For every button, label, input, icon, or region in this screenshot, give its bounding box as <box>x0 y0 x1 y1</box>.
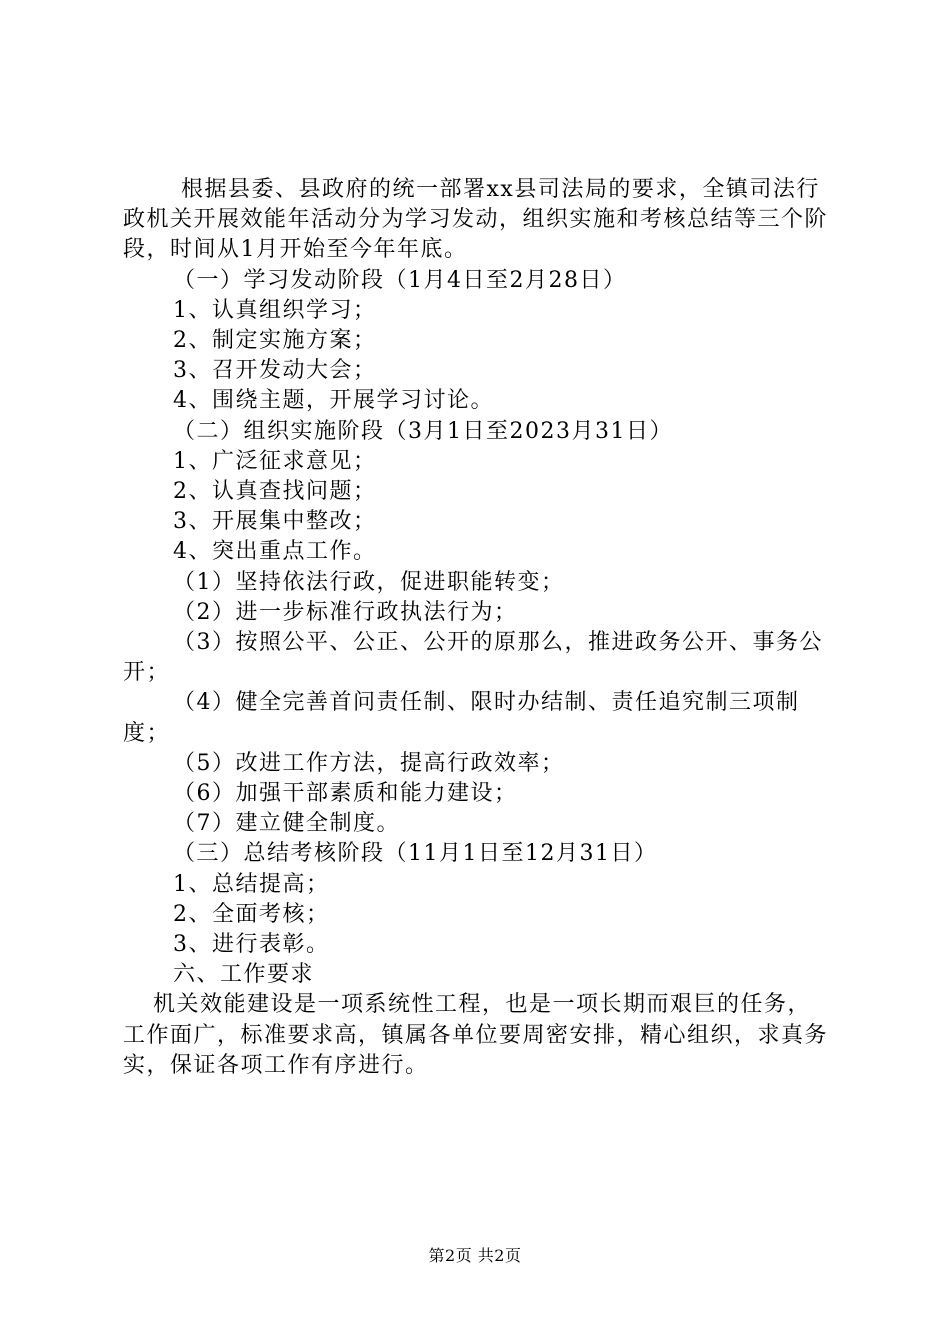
section-heading-requirements: 六、工作要求 <box>173 962 315 988</box>
list-item: 2、全面考核； <box>173 901 330 927</box>
sub-list-item: （3）按照公平、公正、公开的原那么，推进政务公开、事务公开； <box>123 630 823 686</box>
list-item: 3、召开发动大会； <box>173 358 377 384</box>
closing-paragraph: 机关效能建设是一项系统性工程，也是一项长期而艰巨的任务，工作面广，标准要求高，镇属各单位要周密安排，精心组织，求真务实，保证各项工作有序进行。 <box>123 992 829 1078</box>
list-item: 3、开展集中整改； <box>173 509 377 535</box>
section-heading-3: （三）总结考核阶段（11月1日至12月31日） <box>173 841 658 867</box>
list-item: 4、围绕主题，开展学习讨论。 <box>173 388 494 414</box>
list-item: 1、广泛征求意见； <box>173 448 377 474</box>
page-footer: 第2页 共2页 <box>428 1246 522 1265</box>
list-item: 2、制定实施方案； <box>173 328 377 354</box>
sub-list-item: （5）改进工作方法，提高行政效率； <box>173 750 565 776</box>
section-heading-2: （二）组织实施阶段（3月1日至2023月31日） <box>173 418 673 444</box>
sub-list-item: （4）健全完善首问责任制、限时办结制、责任追究制三项制度； <box>123 690 800 746</box>
list-item: 1、认真组织学习； <box>173 297 377 323</box>
document-body <box>123 175 833 1081</box>
section-heading-1: （一）学习发动阶段（1月4日至2月28日） <box>173 267 627 293</box>
list-item: 1、总结提高； <box>173 871 330 897</box>
sub-list-item: （1）坚持依法行政，促进职能转变； <box>173 569 565 595</box>
list-item: 3、进行表彰。 <box>173 932 330 958</box>
intro-paragraph: 根据县委、县政府的统一部署xx县司法局的要求，全镇司法行政机关开展效能年活动分为学习发动，组织实施和考核总结等三个阶段，时间从1月开始至今年年底。 <box>123 177 829 263</box>
sub-list-item: （7）建立健全制度。 <box>173 811 400 837</box>
list-item: 2、认真查找问题； <box>173 479 377 505</box>
sub-list-item: （6）加强干部素质和能力建设； <box>173 781 518 807</box>
list-item: 4、突出重点工作。 <box>173 539 377 565</box>
sub-list-item: （2）进一步标准行政执法行为； <box>173 599 518 625</box>
